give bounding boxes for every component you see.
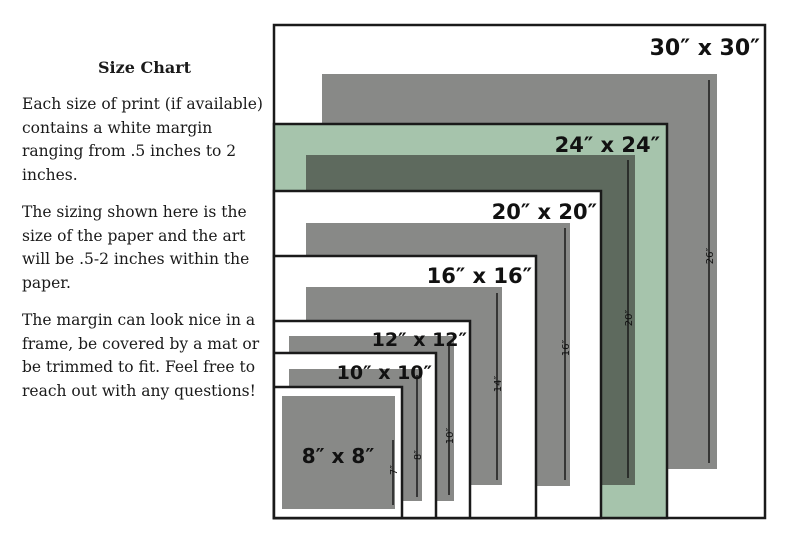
margin-paragraph: Each size of print (if available) contains a white margin ranging from .5 inches to 2 inches. <box>22 95 263 184</box>
label-10x10: 10″ x 10″ <box>336 362 432 384</box>
size-chart-title: Size Chart <box>97 58 192 77</box>
label-8x8: 8″ x 8″ <box>301 444 375 468</box>
art-dim-12: 10″ <box>445 427 456 445</box>
size-8-group <box>274 387 402 518</box>
art-dim-24: 20″ <box>624 309 635 327</box>
label-12x12: 12″ x 12″ <box>371 329 467 351</box>
framing-paragraph: The margin can look nice in a frame, be covered by a mat or be trimmed to fit. Feel free to reach out with any questions! <box>22 311 260 400</box>
art-dim-30: 26″ <box>705 247 716 265</box>
label-24x24: 24″ x 24″ <box>554 133 660 157</box>
art-dim-10: 8″ <box>413 449 424 461</box>
label-16x16: 16″ x 16″ <box>426 264 532 288</box>
label-20x20: 20″ x 20″ <box>491 200 597 224</box>
label-30x30: 30″ x 30″ <box>649 36 760 61</box>
art-dim-8: 7″ <box>389 464 400 476</box>
art-dim-20: 16″ <box>561 339 572 357</box>
art-dim-16: 14″ <box>493 375 504 393</box>
sizing-paragraph: The sizing shown here is the size of the paper and the art will be .5-2 inches within the paper. <box>22 203 250 292</box>
